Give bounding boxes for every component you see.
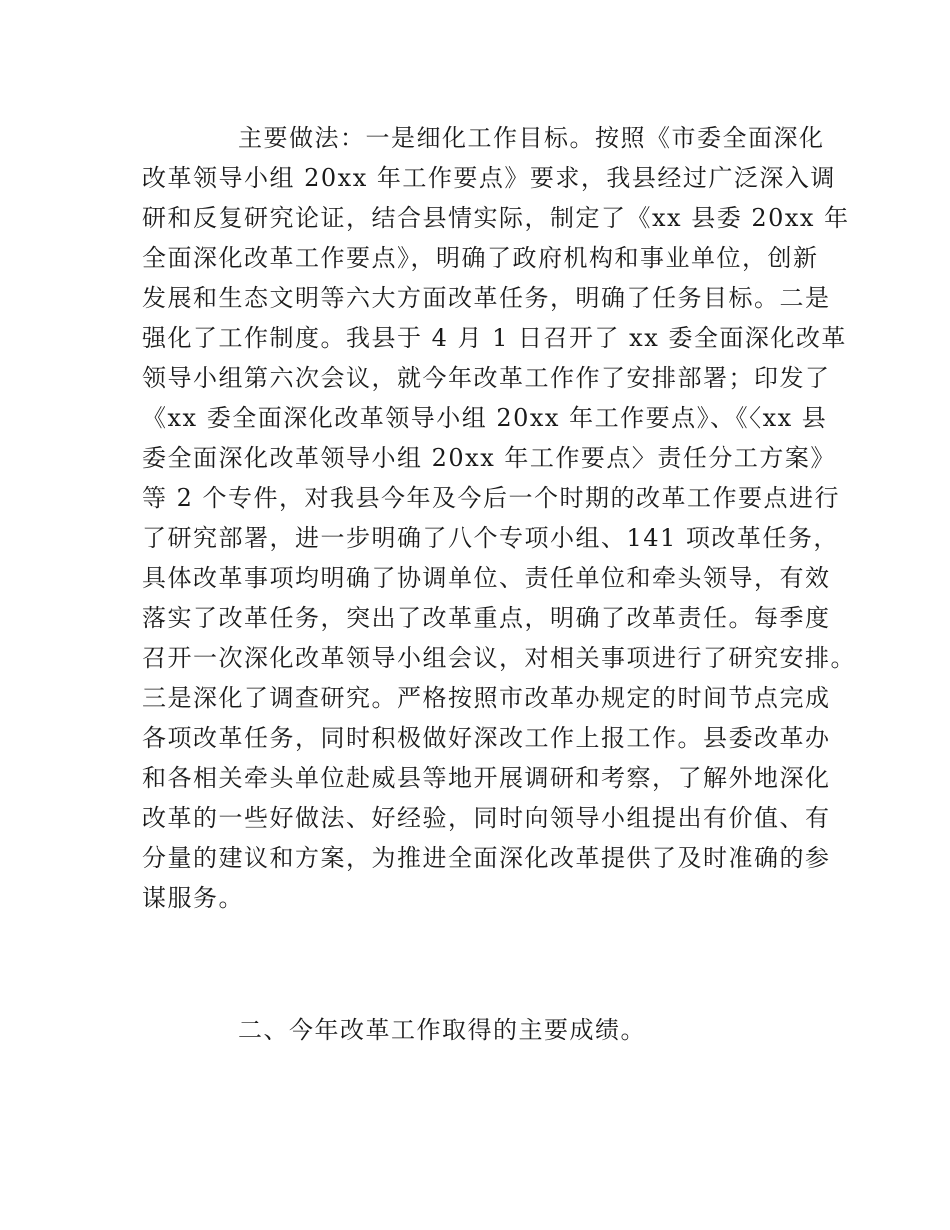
paragraph-line: 谋服务。 [142,884,244,912]
paragraph-line: 改革领导小组 20xx 年工作要点》要求，我县经过广泛深入调 [142,164,836,192]
paragraph-line: 全面深化改革工作要点》，明确了政府机构和事业单位，创新 [142,244,819,272]
paragraph-line: 改革的一些好做法、好经验，同时向领导小组提出有价值、有 [142,804,831,832]
paragraph-line: 分量的建议和方案，为推进全面深化改革提供了及时准确的参 [142,844,831,872]
paragraph-line: 委全面深化改革领导小组 20xx 年工作要点〉责任分工方案》 [142,444,836,472]
paragraph-line: 落实了改革任务，突出了改革重点，明确了改革责任。每季度 [142,604,831,632]
paragraph-line: 强化了工作制度。我县于 4 月 1 日召开了 xx 委全面深化改革 [142,324,847,352]
paragraph-line: 召开一次深化改革领导小组会议，对相关事项进行了研究安排。 [142,644,856,672]
paragraph-line: 和各相关牵头单位赴威县等地开展调研和考察，了解外地深化 [142,764,831,792]
paragraph-line: 具体改革事项均明确了协调单位、责任单位和牵头领导，有效 [142,564,831,592]
paragraph-line: 研和反复研究论证，结合县情实际，制定了《xx 县委 20xx 年 [142,204,850,232]
paragraph-line: 《xx 委全面深化改革领导小组 20xx 年工作要点》、《〈xx 县 [142,404,828,432]
section-heading: 二、今年改革工作取得的主要成绩。 [238,1016,646,1044]
paragraph-line: 领导小组第六次会议，就今年改革工作作了安排部署；印发了 [142,364,831,392]
paragraph-line: 三是深化了调查研究。严格按照市改革办规定的时间节点完成 [142,684,831,712]
paragraph-line: 等 2 个专件，对我县今年及今后一个时期的改革工作要点进行 [142,484,841,512]
paragraph-line: 了研究部署，进一步明确了八个专项小组、141 项改革任务， [142,524,839,552]
main-paragraph [142,118,856,918]
paragraph-line: 各项改革任务，同时积极做好深改工作上报工作。县委改革办 [142,724,831,752]
paragraph-line: 主要做法：一是细化工作目标。按照《市委全面深化 [238,124,825,152]
paragraph-line: 发展和生态文明等六大方面改革任务，明确了任务目标。二是 [142,284,831,312]
